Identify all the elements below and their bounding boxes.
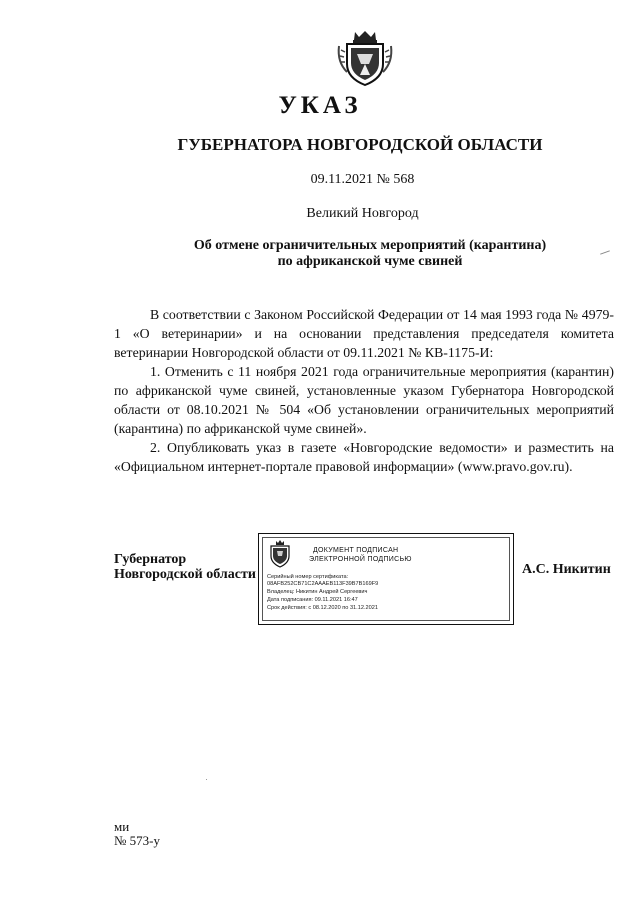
footer-reference (114, 820, 160, 848)
stamp-inner-frame (262, 537, 510, 621)
signatory-position-line2: Новгородской области (114, 567, 256, 582)
paragraph-preamble: В соответствии с Законом Российской Федерации от 14 мая 1993 года № 4979-1 «О ветеринарии» и на основании представления председателя комитета ветеринарии Новгородской области от 09.11.2021 № КВ-1175-И: (114, 307, 614, 360)
stamp-cert-label: Серийный номер сертификата: (267, 574, 349, 580)
footer-number: № 573-у (114, 833, 160, 848)
stamp-heading-line1: ДОКУМЕНТ ПОДПИСАН (313, 547, 399, 554)
signatory-position-line1: Губернатор (114, 552, 187, 567)
stamp-coat-of-arms-icon (267, 540, 293, 568)
decree-heading-line1: Об отмене ограничительных мероприятий (карантина) (193, 238, 547, 253)
decree-heading (0, 238, 640, 270)
stamp-owner: Владелец: Никитин Андрей Сергеевич (267, 589, 368, 595)
stamp-cert-number: 08AFB252CB71C2AAAEB113F39B7B169F9 (267, 581, 379, 587)
coat-of-arms-emblem (333, 28, 397, 88)
paragraph-item-2: 2. Опубликовать указ в газете «Новгородские ведомости» и разместить на «Официальном интернет-портале правовой информации» (www.pravo.gov.ru). (114, 440, 614, 474)
signatory-position (114, 552, 256, 582)
signatory-name: А.С. Никитин (522, 562, 611, 577)
electronic-signature-stamp (258, 533, 514, 625)
date-and-number: 09.11.2021 № 568 (310, 172, 415, 187)
decree-body (114, 305, 614, 476)
issuer-title: ГУБЕРНАТОРА НОВГОРОДСКОЙ ОБЛАСТИ (177, 135, 543, 154)
city: Великий Новгород (306, 206, 419, 221)
scan-speck (206, 779, 207, 780)
footer-initials: ми (114, 819, 130, 834)
document-type-title: УКАЗ (278, 92, 362, 119)
stamp-validity: Срок действия: с 08.12.2020 по 31.12.2021 (267, 605, 378, 611)
stamp-sign-date: Дата подписания: 09.11.2021 16:47 (267, 597, 358, 603)
decree-heading-line2: по африканской чуме свиней (277, 254, 463, 269)
paragraph-item-1: 1. Отменить с 11 ноября 2021 года ограничительные мероприятия (карантин) по африканской чуме свиней, установленные указом Губернатора Новгородской области от 08.10.2021 № 504 «Об установлении ограничительных мероприятий (карантина) по африканской чуме свиней». (114, 364, 614, 436)
stamp-heading-line2: ЭЛЕКТРОННОЙ ПОДПИСЬЮ (309, 556, 412, 563)
